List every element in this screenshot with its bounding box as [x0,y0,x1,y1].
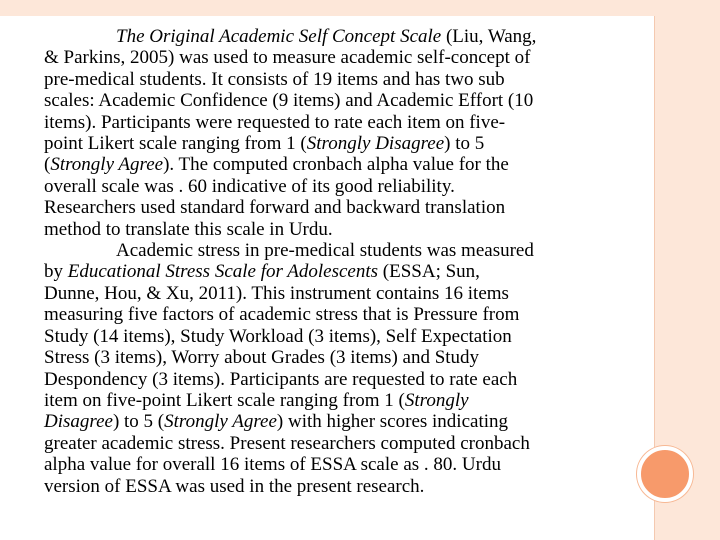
text-line: items). Participants were requested to rate each item on five- [44,111,506,133]
text-line: Despondency (3 items). Participants are requested to rate each [44,368,518,390]
text-line: item on five-point Likert scale ranging from 1 (Strongly [44,389,469,411]
text-line: greater academic stress. Present researchers computed cronbach [44,432,530,454]
scale-title: Educational Stress Scale for Adolescents [67,261,379,283]
text-line: method to translate this scale in Urdu. [44,218,333,240]
text-line: Academic stress in pre-medical students was measured [116,240,534,262]
text-line: Stress (3 items), Worry about Grades (3 items) and Study [44,347,480,369]
text-line: Disagree) to 5 (Strongly Agree) with higher scores indicating [44,411,508,433]
text-line: measuring five factors of academic stress that is Pressure from [44,304,520,326]
paragraph-1 [44,26,624,240]
text-line: alpha value for overall 16 items of ESSA scale as . 80. Urdu [44,454,501,476]
text-line: & Parkins, 2005) was used to measure academic self-concept of [44,47,531,69]
text-line: (Strongly Agree). The computed cronbach alpha value for the [44,154,509,176]
decorative-circle [637,446,693,502]
slide-frame-top [0,0,720,16]
text-line: version of ESSA was used in the present research. [44,475,425,497]
paragraph-2 [44,240,624,497]
scale-title: The Original Academic Self Concept Scale [116,26,442,47]
text-line: by Educational Stress Scale for Adolescents (ESSA; Sun, [44,261,480,283]
text-line: Study (14 items), Study Workload (3 items), Self Expectation [44,325,512,347]
text-line: The Original Academic Self Concept Scale (Liu, Wang, [116,26,537,47]
body-text [44,26,624,497]
text-line: point Likert scale ranging from 1 (Strongly Disagree) to 5 [44,133,485,155]
text-line: Researchers used standard forward and backward translation [44,197,506,219]
text-line: Dunne, Hou, & Xu, 2011). This instrument contains 16 items [44,282,509,304]
text-line: scales: Academic Confidence (9 items) and Academic Effort (10 [44,90,534,112]
text-line: overall scale was . 60 indicative of its good reliability. [44,175,455,197]
text-line: pre-medical students. It consists of 19 items and has two sub [44,68,505,90]
